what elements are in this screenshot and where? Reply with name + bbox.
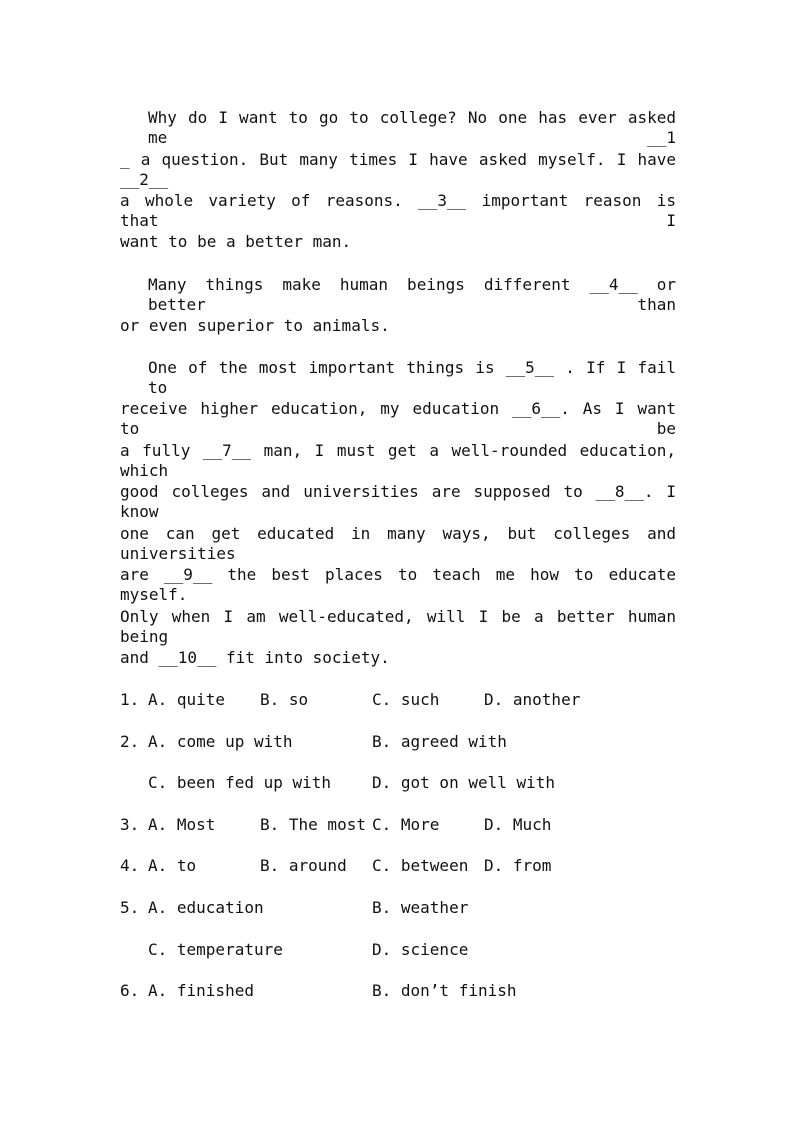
question-number: 2. — [120, 732, 140, 751]
option-b[interactable]: B. don’t finish — [372, 981, 517, 1000]
passage-line: and __10__ fit into society. — [120, 648, 390, 667]
passage-line: a whole variety of reasons. __3__ important reason is that I — [120, 191, 676, 230]
option-b[interactable]: B. The most — [260, 815, 366, 834]
option-b[interactable]: B. around — [260, 856, 347, 875]
passage-line: receive higher education, my education __6__. As I want to be — [120, 399, 676, 438]
option-d[interactable]: D. another — [484, 690, 581, 709]
option-c[interactable]: C. More — [372, 815, 440, 834]
option-c[interactable]: C. been fed up with — [148, 773, 332, 792]
option-c[interactable]: C. such — [372, 690, 440, 709]
passage-line: Only when I am well-educated, will I be a better human being — [120, 607, 676, 646]
option-a[interactable]: A. to — [148, 856, 197, 875]
passage-line: good colleges and universities are supposed to __8__. I know — [120, 482, 676, 521]
option-a[interactable]: A. education — [148, 898, 264, 917]
option-a[interactable]: A. Most — [148, 815, 216, 834]
option-b[interactable]: B. agreed with — [372, 732, 507, 751]
option-d[interactable]: D. science — [372, 940, 469, 959]
question-number: 6. — [120, 981, 140, 1000]
passage-line: one can get educated in many ways, but colleges and universities — [120, 524, 676, 563]
passage-line: want to be a better man. — [120, 232, 352, 251]
option-c[interactable]: C. temperature — [148, 940, 283, 959]
option-d[interactable]: D. got on well with — [372, 773, 556, 792]
question-number: 5. — [120, 898, 140, 917]
option-b[interactable]: B. weather — [372, 898, 469, 917]
passage-line: _ a question. But many times I have asked myself. I have __2__ — [120, 150, 676, 189]
option-c[interactable]: C. between — [372, 856, 469, 875]
option-b[interactable]: B. so — [260, 690, 309, 709]
option-a[interactable]: A. come up with — [148, 732, 293, 751]
passage-line: or even superior to animals. — [120, 316, 390, 335]
option-a[interactable]: A. quite — [148, 690, 226, 709]
question-number: 3. — [120, 815, 140, 834]
question-number: 4. — [120, 856, 140, 875]
option-d[interactable]: D. Much — [484, 815, 552, 834]
passage-line: are __9__ the best places to teach me how to educate myself. — [120, 565, 676, 604]
option-d[interactable]: D. from — [484, 856, 552, 875]
question-number: 1. — [120, 690, 140, 709]
passage-line: a fully __7__ man, I must get a well-rounded education, which — [120, 441, 676, 480]
passage-line: Many things make human beings different __4__ or better than — [148, 275, 676, 314]
option-a[interactable]: A. finished — [148, 981, 254, 1000]
passage-line: Why do I want to go to college? No one has ever asked me __1 — [148, 108, 676, 147]
passage-line: One of the most important things is __5__ . If I fail to — [148, 358, 676, 397]
